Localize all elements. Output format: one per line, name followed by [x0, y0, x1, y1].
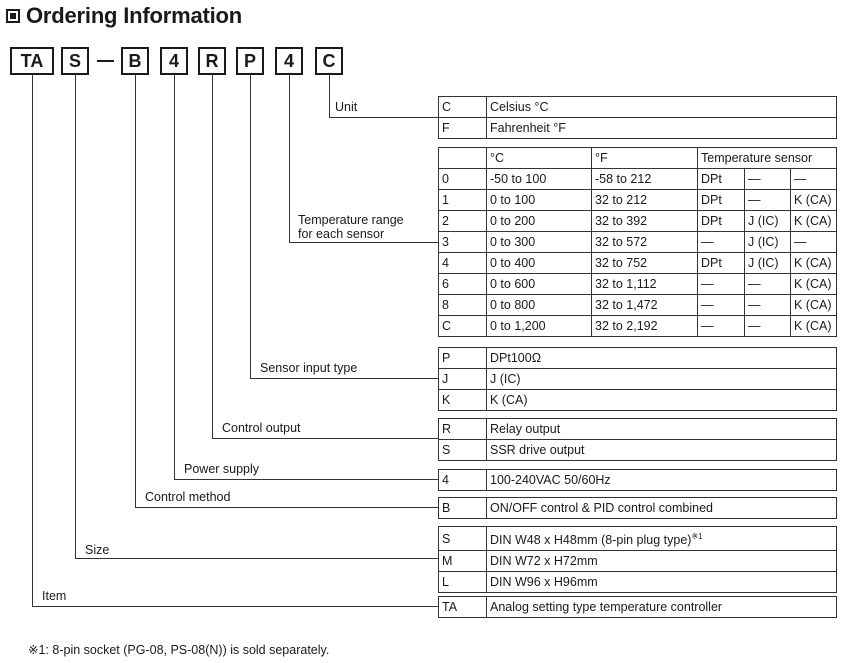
table-row [439, 169, 837, 190]
code-box-control-method: B [121, 47, 149, 75]
sensor-input-table [438, 347, 837, 411]
option-code: S [439, 527, 487, 551]
table-row [439, 470, 837, 491]
option-code: M [439, 551, 487, 572]
footnote: ※1: 8-pin socket (PG-08, PS-08(N)) is sold separately. [28, 643, 330, 657]
header-temperature-sensor: Temperature sensor [698, 148, 837, 169]
table-row [439, 419, 837, 440]
label-control-method: Control method [145, 490, 231, 504]
option-code: 8 [439, 295, 487, 316]
table-header-row [439, 148, 837, 169]
label-size: Size [85, 543, 110, 557]
table-row [439, 572, 837, 593]
connector-power-v [174, 75, 175, 479]
sensor-dpt: DPt [698, 190, 745, 211]
table-row [439, 97, 837, 118]
code-box-sensor-input: P [236, 47, 264, 75]
connector-item-h [32, 606, 438, 607]
option-desc: Analog setting type temperature controller [487, 597, 837, 618]
footnote-mark: ※1 [691, 532, 703, 541]
range-fahrenheit: 32 to 2,192 [592, 316, 698, 337]
table-row [439, 527, 837, 551]
sensor-j: — [745, 274, 791, 295]
option-code: J [439, 369, 487, 390]
header-cell [439, 148, 487, 169]
table-row [439, 369, 837, 390]
code-box-power-supply: 4 [160, 47, 188, 75]
connector-method-v [135, 75, 136, 507]
sensor-k: — [791, 169, 837, 190]
code-box-control-output: R [198, 47, 226, 75]
sensor-j: J (IC) [745, 211, 791, 232]
range-celsius: 0 to 100 [487, 190, 592, 211]
label-control-output: Control output [222, 421, 301, 435]
table-row [439, 211, 837, 232]
sensor-k: K (CA) [791, 190, 837, 211]
sensor-j: — [745, 316, 791, 337]
connector-item-v [32, 75, 33, 606]
square-bullet-icon [6, 9, 20, 23]
option-desc: J (IC) [487, 369, 837, 390]
connector-size-v [75, 75, 76, 558]
size-table [438, 526, 837, 593]
sensor-dpt: — [698, 232, 745, 253]
sensor-dpt: — [698, 274, 745, 295]
connector-temp-range-h [289, 242, 438, 243]
option-code: 4 [439, 470, 487, 491]
table-row [439, 551, 837, 572]
option-code: B [439, 498, 487, 519]
option-code: 2 [439, 211, 487, 232]
option-code: P [439, 348, 487, 369]
option-code: R [439, 419, 487, 440]
range-fahrenheit: 32 to 1,112 [592, 274, 698, 295]
control-output-table [438, 418, 837, 461]
table-row [439, 118, 837, 139]
table-row [439, 348, 837, 369]
option-desc: DIN W96 x H96mm [487, 572, 837, 593]
option-code: 4 [439, 253, 487, 274]
option-code: C [439, 97, 487, 118]
label-unit: Unit [335, 100, 358, 114]
range-celsius: 0 to 200 [487, 211, 592, 232]
sensor-dpt: — [698, 316, 745, 337]
option-code: L [439, 572, 487, 593]
range-fahrenheit: 32 to 572 [592, 232, 698, 253]
header-celsius: °C [487, 148, 592, 169]
option-code: TA [439, 597, 487, 618]
sensor-dpt: DPt [698, 211, 745, 232]
table-row [439, 253, 837, 274]
table-row [439, 498, 837, 519]
sensor-dpt: — [698, 295, 745, 316]
sensor-j: J (IC) [745, 232, 791, 253]
page-title-text: Ordering Information [26, 3, 243, 28]
sensor-k: K (CA) [791, 211, 837, 232]
code-box-unit: C [315, 47, 343, 75]
code-separator-dash [97, 60, 114, 62]
option-code: 0 [439, 169, 487, 190]
code-box-size: S [61, 47, 89, 75]
table-row [439, 316, 837, 337]
option-code: S [439, 440, 487, 461]
connector-power-h [174, 479, 438, 480]
option-desc: Celsius °C [487, 97, 837, 118]
sensor-k: K (CA) [791, 316, 837, 337]
range-celsius: -50 to 100 [487, 169, 592, 190]
item-table [438, 596, 837, 618]
connector-unit-v [329, 75, 330, 117]
table-row [439, 190, 837, 211]
connector-sensor-h [250, 378, 438, 379]
option-desc: DPt100Ω [487, 348, 837, 369]
table-row [439, 274, 837, 295]
connector-sensor-v [250, 75, 251, 378]
option-desc-text: DIN W48 x H48mm (8-pin plug type) [490, 533, 692, 548]
unit-table [438, 96, 837, 139]
code-box-item: TA [10, 47, 54, 75]
table-row [439, 597, 837, 618]
sensor-k: — [791, 232, 837, 253]
option-code: 1 [439, 190, 487, 211]
code-box-temp-range: 4 [275, 47, 303, 75]
sensor-k: K (CA) [791, 253, 837, 274]
sensor-j: — [745, 169, 791, 190]
header-fahrenheit: °F [592, 148, 698, 169]
range-celsius: 0 to 600 [487, 274, 592, 295]
sensor-dpt: DPt [698, 253, 745, 274]
sensor-j: — [745, 295, 791, 316]
sensor-j: J (IC) [745, 253, 791, 274]
range-fahrenheit: 32 to 1,472 [592, 295, 698, 316]
label-temp-range-2: for each sensor [298, 227, 385, 241]
option-code: 3 [439, 232, 487, 253]
range-celsius: 0 to 1,200 [487, 316, 592, 337]
option-desc: K (CA) [487, 390, 837, 411]
sensor-k: K (CA) [791, 295, 837, 316]
option-desc: Relay output [487, 419, 837, 440]
range-fahrenheit: 32 to 752 [592, 253, 698, 274]
option-desc: ON/OFF control & PID control combined [487, 498, 837, 519]
option-desc: Fahrenheit °F [487, 118, 837, 139]
option-desc: SSR drive output [487, 440, 837, 461]
table-row [439, 232, 837, 253]
table-row [439, 440, 837, 461]
page-title [6, 3, 242, 29]
range-celsius: 0 to 400 [487, 253, 592, 274]
option-code: C [439, 316, 487, 337]
option-code: F [439, 118, 487, 139]
label-sensor-input: Sensor input type [260, 361, 358, 375]
label-temp-range-1: Temperature range [298, 213, 404, 227]
label-power-supply: Power supply [184, 462, 260, 476]
range-fahrenheit: 32 to 212 [592, 190, 698, 211]
connector-unit-h [329, 117, 438, 118]
table-row [439, 295, 837, 316]
range-celsius: 0 to 800 [487, 295, 592, 316]
connector-output-h [212, 438, 438, 439]
option-desc: DIN W72 x H72mm [487, 551, 837, 572]
range-fahrenheit: -58 to 212 [592, 169, 698, 190]
connector-size-h [75, 558, 438, 559]
option-code: 6 [439, 274, 487, 295]
connector-method-h [135, 507, 438, 508]
sensor-dpt: DPt [698, 169, 745, 190]
sensor-j: — [745, 190, 791, 211]
range-celsius: 0 to 300 [487, 232, 592, 253]
connector-output-v [212, 75, 213, 438]
temp-range-table [438, 147, 837, 337]
sensor-k: K (CA) [791, 274, 837, 295]
option-desc: 100-240VAC 50/60Hz [487, 470, 837, 491]
option-desc [487, 527, 837, 551]
control-method-table [438, 497, 837, 519]
label-item: Item [42, 589, 67, 603]
connector-temp-range-v [289, 75, 290, 242]
range-fahrenheit: 32 to 392 [592, 211, 698, 232]
table-row [439, 390, 837, 411]
power-supply-table [438, 469, 837, 491]
option-code: K [439, 390, 487, 411]
